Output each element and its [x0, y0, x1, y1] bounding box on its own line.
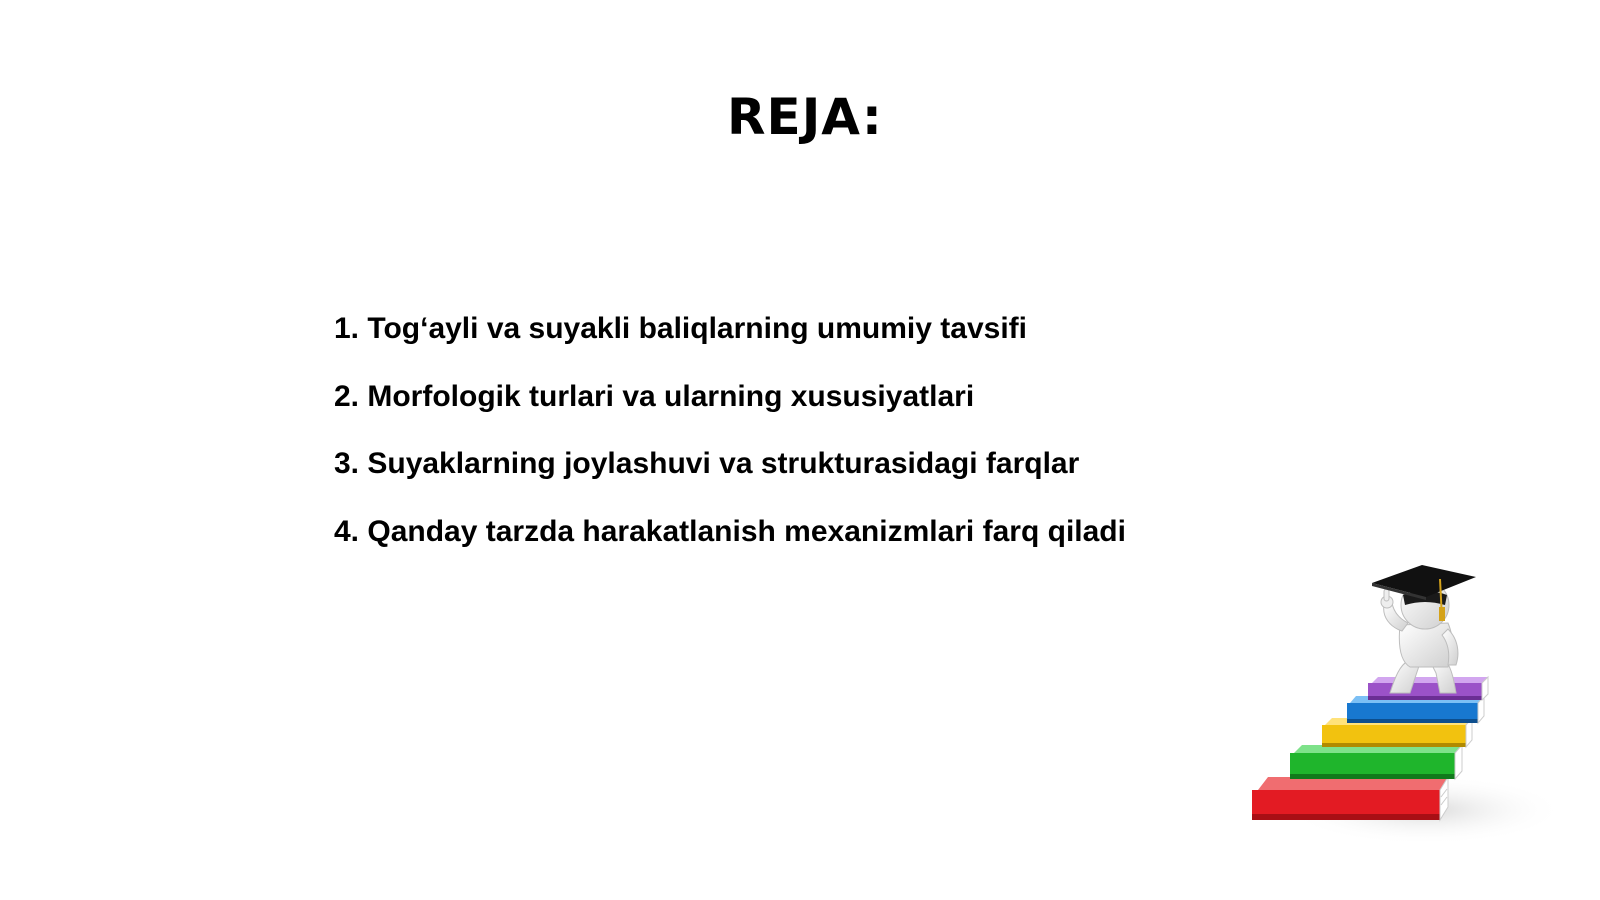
plan-item-1: 1. Tog‘ayli va suyakli baliqlarning umumiy tavsifi [334, 312, 1027, 345]
slide-title: REJA: [727, 88, 883, 146]
plan-item-3: 3. Suyaklarning joylashuvi va strukturasidagi farqlar [334, 447, 1080, 480]
plan-item-2: 2. Morfologik turlari va ularning xususiyatlari [334, 379, 975, 413]
graduate-figure-icon [1372, 565, 1476, 693]
blue-book-icon [1347, 696, 1484, 723]
plan-item-4: 4. Qanday tarzda harakatlanish mexanizmlari farq qiladi [334, 514, 1126, 548]
graduate-on-books-icon [1250, 565, 1560, 865]
purple-book-icon [1368, 677, 1488, 700]
red-book-icon [1252, 777, 1448, 820]
plan-list [334, 312, 1126, 582]
green-book-icon [1290, 745, 1462, 779]
